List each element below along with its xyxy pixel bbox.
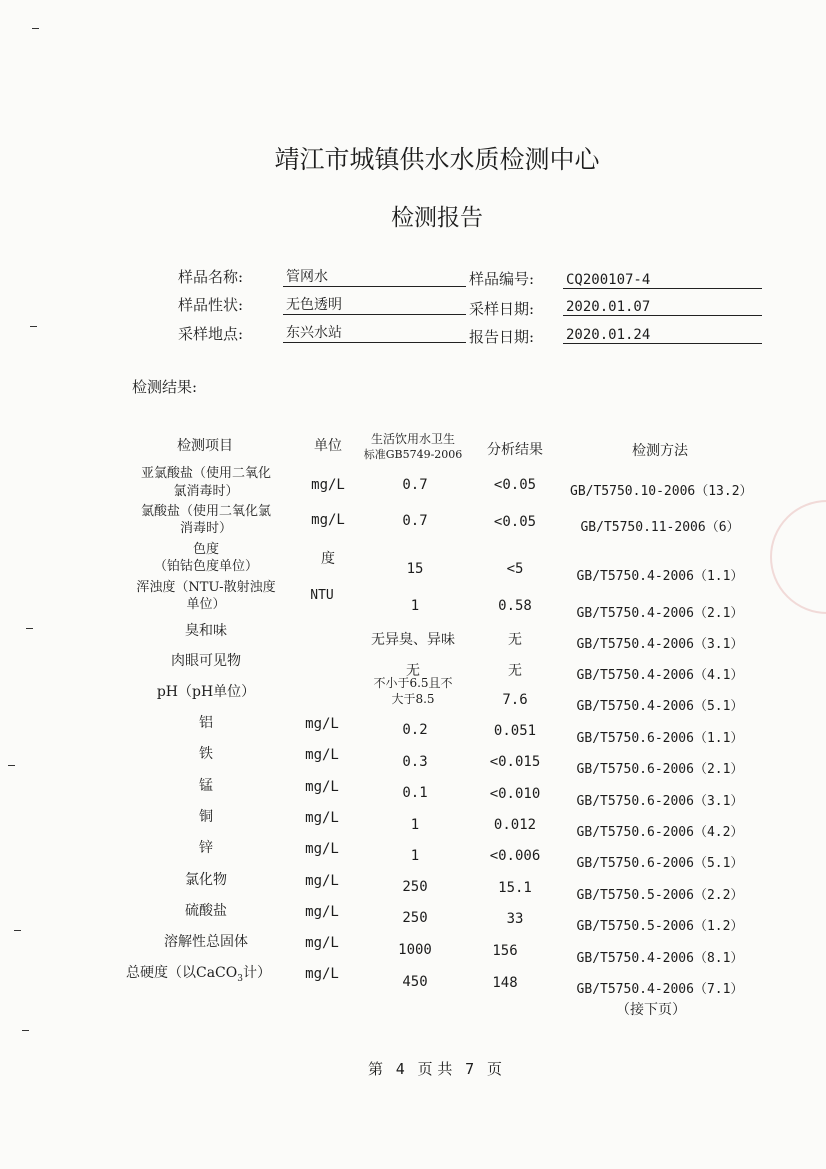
- row-method: GB/T5750.4-2006（2.1）: [576, 606, 744, 621]
- row-result: 156: [492, 943, 518, 959]
- row-unit: mg/L: [311, 477, 345, 493]
- report-title: 检测报告: [391, 205, 483, 231]
- row-method: GB/T5750.4-2006（4.1）: [576, 668, 744, 683]
- row-item: 色度: [192, 542, 219, 557]
- sampling-date-label: 采样日期:: [469, 300, 535, 318]
- row-standard: 1: [410, 817, 420, 833]
- row-result: <0.010: [489, 786, 541, 802]
- row-item: 臭和味: [185, 623, 227, 639]
- page-footer: 第 4 页 共 7 页: [368, 1060, 502, 1078]
- row-result: <0.05: [493, 477, 537, 493]
- page-total: 7: [465, 1060, 475, 1078]
- row-method: GB/T5750.6-2006（4.2）: [576, 825, 744, 840]
- stamp-edge: [770, 500, 826, 614]
- sample-name-value: 管网水: [283, 266, 466, 287]
- row-item: 氯消毒时）: [173, 484, 239, 499]
- row-method: GB/T5750.4-2006（7.1）: [576, 982, 744, 997]
- scan-mark: [26, 628, 33, 629]
- row-unit: mg/L: [305, 904, 339, 920]
- row-standard: 0.2: [402, 722, 428, 738]
- header-standard-line1: 生活饮用水卫生: [370, 432, 455, 446]
- header-standard-line2: 标准GB5749-2006: [363, 448, 463, 461]
- page-number: 4: [395, 1060, 405, 1078]
- sample-state-value: 无色透明: [283, 294, 466, 315]
- row-standard: 1: [410, 848, 420, 864]
- row-method: GB/T5750.6-2006（1.1）: [576, 731, 744, 746]
- row-item: 肉眼可见物: [171, 653, 241, 669]
- row-standard: 0.1: [402, 785, 428, 801]
- row-result: 0.58: [498, 598, 532, 614]
- row-result: 15.1: [498, 880, 532, 896]
- row-standard: 0.3: [402, 754, 428, 770]
- row-unit: mg/L: [305, 966, 339, 982]
- row-standard: 0.7: [402, 477, 428, 493]
- row-result: 无: [508, 663, 522, 679]
- row-standard: 无: [406, 663, 420, 679]
- row-method: GB/T5750.6-2006（5.1）: [576, 856, 744, 871]
- row-unit: NTU: [310, 588, 334, 603]
- row-standard: 不小于6.5且不: [373, 676, 453, 690]
- row-unit: 度: [321, 551, 335, 567]
- row-result: 7.6: [502, 692, 528, 708]
- row-result: 148: [492, 975, 518, 991]
- row-method: GB/T5750.4-2006（1.1）: [576, 569, 744, 584]
- results-heading: 检测结果:: [132, 378, 198, 396]
- row-method: GB/T5750.4-2006（3.1）: [576, 637, 744, 652]
- row-item: 消毒时）: [179, 521, 232, 536]
- row-item: 溶解性总固体: [164, 934, 248, 950]
- row-item: pH（pH单位）: [156, 684, 256, 700]
- row-result: <0.015: [489, 754, 541, 770]
- row-item: 铁: [199, 746, 213, 762]
- row-result: 33: [506, 911, 524, 927]
- row-unit: mg/L: [305, 810, 339, 826]
- row-standard: 250: [402, 910, 428, 926]
- row-standard: 250: [402, 879, 428, 895]
- row-method: GB/T5750.6-2006（2.1）: [576, 762, 744, 777]
- row-item: （铂钴色度单位）: [153, 559, 258, 574]
- header-result: 分析结果: [487, 442, 543, 458]
- row-item: 总硬度（以CaCO$_3$计）: [126, 965, 271, 984]
- scan-mark: [22, 1030, 29, 1031]
- row-result: <0.05: [493, 514, 537, 530]
- row-method: GB/T5750.4-2006（8.1）: [576, 951, 744, 966]
- row-unit: mg/L: [305, 747, 339, 763]
- sample-no-label: 样品编号:: [469, 270, 535, 288]
- sampling-date-value: 2020.01.07: [563, 299, 762, 316]
- sample-no-value: CQ200107-4: [563, 272, 762, 289]
- sample-state-label: 样品性状:: [178, 296, 244, 314]
- report-date-label: 报告日期:: [469, 328, 535, 346]
- report-date-value: 2020.01.24: [563, 327, 762, 344]
- scan-mark: [14, 930, 21, 931]
- header-unit: 单位: [314, 438, 342, 454]
- scan-mark: [32, 28, 39, 29]
- row-result: 0.051: [493, 723, 537, 739]
- row-unit: mg/L: [305, 841, 339, 857]
- row-standard: 15: [406, 561, 424, 577]
- scan-mark: [30, 326, 37, 327]
- header-item: 检测项目: [177, 438, 233, 454]
- row-method: GB/T5750.5-2006（1.2）: [576, 919, 744, 934]
- row-item: 铝: [199, 715, 213, 731]
- row-item: 锰: [199, 778, 213, 794]
- header-method: 检测方法: [632, 443, 688, 459]
- row-standard: 大于8.5: [391, 692, 435, 706]
- row-unit: mg/L: [311, 512, 345, 528]
- sampling-site-value: 东兴水站: [283, 322, 466, 343]
- row-item: 亚氯酸盐（使用二氧化: [140, 466, 271, 481]
- row-result: 0.012: [493, 817, 537, 833]
- row-standard: 1000: [398, 942, 432, 958]
- row-item: 浑浊度（NTU-散射浊度: [136, 580, 276, 595]
- row-standard: 0.7: [402, 513, 428, 529]
- row-item: 单位）: [186, 597, 226, 612]
- row-item: 氯酸盐（使用二氧化氯: [140, 504, 271, 519]
- organization-name: 靖江市城镇供水水质检测中心: [274, 145, 600, 174]
- row-item: 硫酸盐: [185, 903, 227, 919]
- scan-mark: [8, 765, 15, 766]
- sample-name-label: 样品名称:: [178, 268, 244, 286]
- row-unit: mg/L: [305, 716, 339, 732]
- row-method: GB/T5750.10-2006（13.2）: [570, 484, 753, 499]
- row-standard: 450: [402, 974, 428, 990]
- row-standard: 1: [410, 598, 420, 614]
- row-result: 无: [508, 632, 522, 648]
- row-method: GB/T5750.11-2006（6）: [580, 520, 740, 535]
- sampling-site-label: 采样地点:: [178, 325, 244, 343]
- row-unit: mg/L: [305, 873, 339, 889]
- row-item: 氯化物: [185, 872, 227, 888]
- continued-note: （接下页）: [616, 1002, 686, 1018]
- row-result: <5: [506, 561, 524, 577]
- row-item: 铜: [199, 809, 213, 825]
- row-method: GB/T5750.6-2006（3.1）: [576, 794, 744, 809]
- row-method: GB/T5750.5-2006（2.2）: [576, 888, 744, 903]
- row-unit: mg/L: [305, 779, 339, 795]
- row-method: GB/T5750.4-2006（5.1）: [576, 699, 744, 714]
- row-result: <0.006: [489, 848, 541, 864]
- row-unit: mg/L: [305, 935, 339, 951]
- row-standard: 无异臭、异味: [371, 632, 455, 648]
- row-item: 锌: [199, 840, 213, 856]
